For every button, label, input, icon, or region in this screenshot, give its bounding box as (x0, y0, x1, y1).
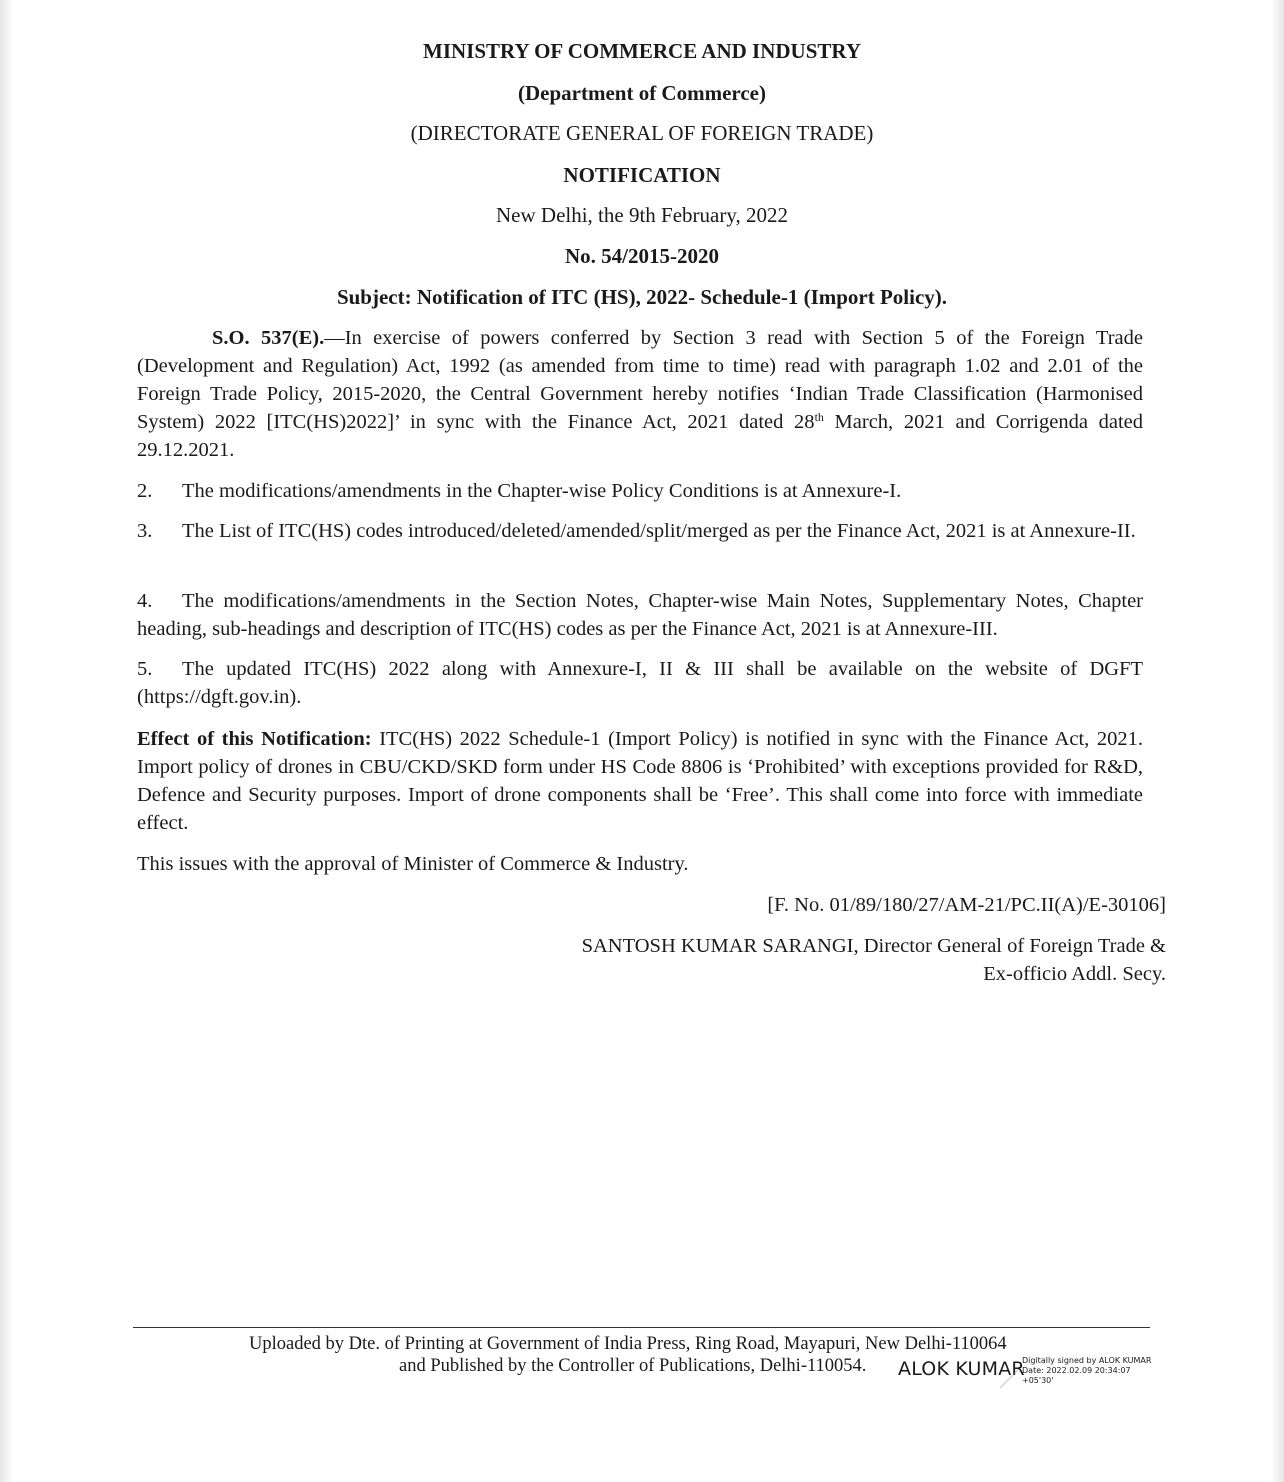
item-number: 2. (137, 480, 153, 502)
signature-check-icon (998, 1368, 1020, 1390)
paragraph-1-text-b: March, 2021 and Corrigenda dated 29.12.2021. (137, 411, 1143, 461)
digital-signature-details (1022, 1356, 1151, 1386)
list-item (137, 477, 1143, 505)
effect-text: ITC(HS) 2022 Schedule-1 (Import Policy) is notified in sync with the Finance Act, 2021. Import policy of drones in CBU/CKD/SKD form under HS Code 8806 is ‘Prohibited’ with exceptions provided for R&D, Defence and Security purposes. Import of drone components shall be ‘Free’. This shall come into force with immediate effect. (137, 728, 1144, 834)
item-text: The modifications/amendments in the Section Notes, Chapter-wise Main Notes, Supplementary Notes, Chapter heading, sub-headings and description of ITC(HS) codes as per the Finance Act, 2021 is at Annexure-III. (137, 590, 1143, 640)
item-number: 5. (137, 658, 153, 680)
signature-timezone: +05'30' (1022, 1376, 1054, 1385)
approval-line: This issues with the approval of Minister of Commerce & Industry. (137, 853, 689, 875)
list-item (137, 517, 1143, 545)
ministry-heading: MINISTRY OF COMMERCE AND INDUSTRY (423, 39, 861, 63)
directorate-heading: (DIRECTORATE GENERAL OF FOREIGN TRADE) (410, 121, 874, 145)
file-number: [F. No. 01/89/180/27/AM-21/PC.II(A)/E-30106] (767, 894, 1166, 916)
footer-line-2: and Published by the Controller of Publications, Delhi-110054. (399, 1356, 867, 1376)
item-number: 3. (137, 520, 153, 542)
digital-signature-name: ALOK KUMAR (898, 1358, 1025, 1380)
footer-line-1: Uploaded by Dte. of Printing at Government of India Press, Ring Road, Mayapuri, New Delhi-110064 (249, 1334, 1007, 1354)
item-text: The updated ITC(HS) 2022 along with Annexure-I, II & III shall be available on the website of DGFT (https://dgft.gov.in). (137, 658, 1143, 708)
paragraph-1 (137, 324, 1143, 464)
item-number: 4. (137, 590, 153, 612)
ordinal-suffix: th (814, 410, 824, 424)
department-heading: (Department of Commerce) (517, 81, 766, 105)
notification-title: NOTIFICATION (563, 163, 721, 187)
item-text: The modifications/amendments in the Chapter-wise Policy Conditions is at Annexure-I. (182, 480, 902, 502)
signature-date: Date: 2022.02.09 20:34:07 (1022, 1366, 1131, 1375)
place-date: New Delhi, the 9th February, 2022 (496, 203, 788, 227)
signatory-line-1: SANTOSH KUMAR SARANGI, Director General of Foreign Trade & (581, 935, 1166, 957)
list-item (137, 655, 1143, 711)
notification-number: No. 54/2015-2020 (565, 244, 719, 268)
paragraph-1-text-a: —In exercise of powers conferred by Section 3 read with Section 5 of the Foreign Trade (Development and Regulation) Act, 1992 (as amended from time to time) read with paragraph 1.02 and 2.01 of the Foreign Trade Policy, 2015-2020, the Central Government hereby notifies ‘Indian Trade Classification (Harmonised System) 2022 [ITC(HS)2022]’ in sync with the Finance Act, 2021 dated 28 (137, 327, 1143, 433)
list-item (137, 587, 1143, 643)
signatory-line-2: Ex-officio Addl. Secy. (983, 963, 1166, 985)
effect-paragraph (137, 725, 1143, 837)
signature-signed-by: Digitally signed by ALOK KUMAR (1022, 1356, 1152, 1365)
so-number: S.O. 537(E). (212, 327, 325, 349)
effect-label: Effect of this Notification: (137, 728, 372, 750)
item-text: The List of ITC(HS) codes introduced/deleted/amended/split/merged as per the Finance Act, 2021 is at Annexure-II. (182, 520, 1136, 542)
subject-line: Subject: Notification of ITC (HS), 2022- Schedule-1 (Import Policy). (336, 285, 948, 309)
footer-rule (133, 1327, 1150, 1328)
